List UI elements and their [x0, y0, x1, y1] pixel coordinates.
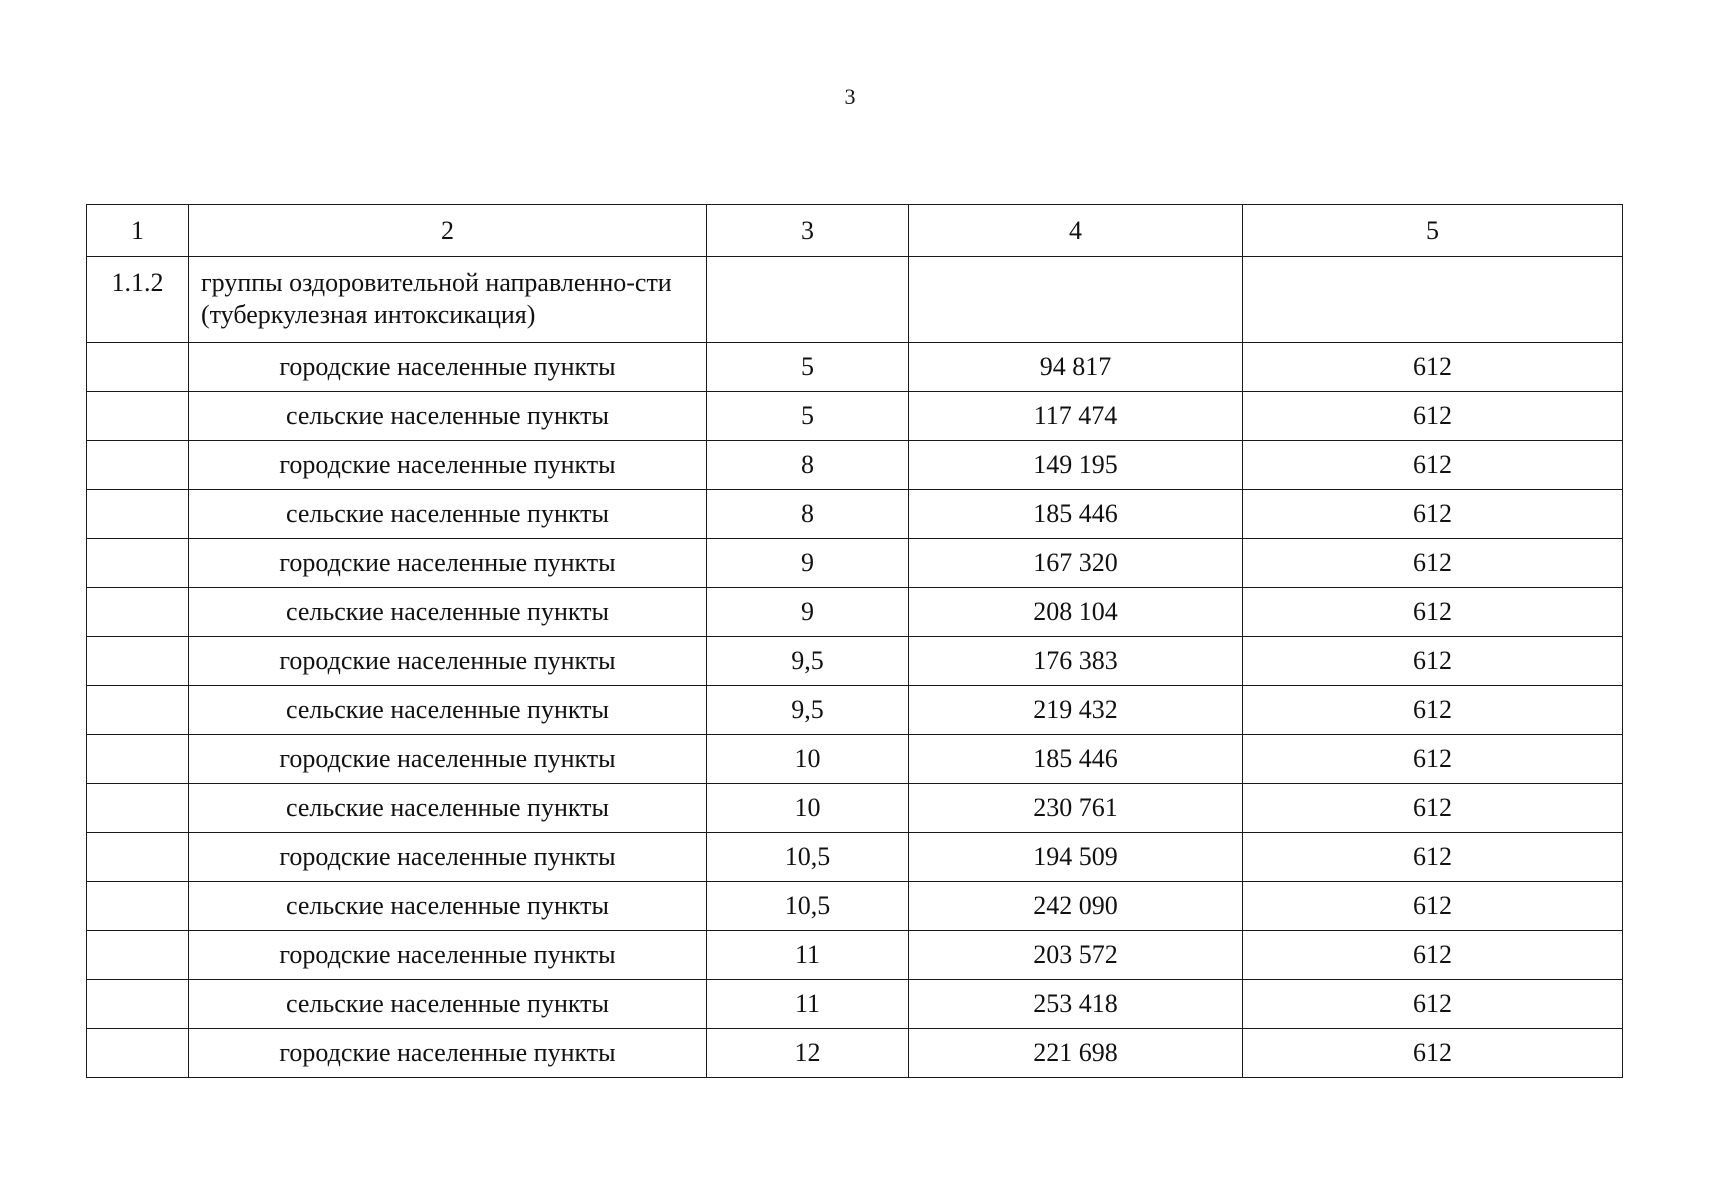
settlement-type-cell: сельские населенные пункты	[189, 882, 707, 931]
value-col5-cell: 612	[1243, 784, 1623, 833]
row-number-cell	[87, 392, 189, 441]
value-col4-cell: 242 090	[909, 882, 1243, 931]
data-table	[86, 204, 1623, 1078]
table-row	[87, 833, 1623, 882]
value-col5-cell: 612	[1243, 441, 1623, 490]
column-header-5: 5	[1243, 205, 1623, 257]
value-col3-cell: 10	[707, 784, 909, 833]
value-col4-cell: 194 509	[909, 833, 1243, 882]
table-row	[87, 784, 1623, 833]
column-header-4: 4	[909, 205, 1243, 257]
column-header-1: 1	[87, 205, 189, 257]
value-col3-cell: 9	[707, 588, 909, 637]
row-number-cell	[87, 882, 189, 931]
value-col5-cell: 612	[1243, 882, 1623, 931]
value-col3-cell: 9,5	[707, 637, 909, 686]
value-col5-cell: 612	[1243, 490, 1623, 539]
value-col3-cell: 9,5	[707, 686, 909, 735]
settlement-type-cell: сельские населенные пункты	[189, 784, 707, 833]
table-row	[87, 441, 1623, 490]
settlement-type-cell: сельские населенные пункты	[189, 588, 707, 637]
section-row	[87, 257, 1623, 343]
table-row	[87, 882, 1623, 931]
settlement-type-cell: городские населенные пункты	[189, 441, 707, 490]
value-col3-cell: 8	[707, 441, 909, 490]
settlement-type-cell: городские населенные пункты	[189, 1029, 707, 1078]
column-number-row	[87, 205, 1623, 257]
value-col3-cell: 10,5	[707, 882, 909, 931]
value-col5-cell: 612	[1243, 1029, 1623, 1078]
table-row	[87, 490, 1623, 539]
value-col5-cell: 612	[1243, 343, 1623, 392]
row-number-cell	[87, 784, 189, 833]
value-col4-cell: 167 320	[909, 539, 1243, 588]
settlement-type-cell: городские населенные пункты	[189, 637, 707, 686]
section-title: группы оздоровительной направленно-сти (туберкулезная интоксикация)	[189, 257, 707, 343]
value-col5-cell: 612	[1243, 539, 1623, 588]
row-number-cell	[87, 588, 189, 637]
table-row	[87, 686, 1623, 735]
row-number-cell	[87, 1029, 189, 1078]
settlement-type-cell: городские населенные пункты	[189, 539, 707, 588]
settlement-type-cell: городские населенные пункты	[189, 735, 707, 784]
value-col5-cell: 612	[1243, 588, 1623, 637]
row-number-cell	[87, 637, 189, 686]
table-row	[87, 735, 1623, 784]
column-header-3: 3	[707, 205, 909, 257]
row-number-cell	[87, 931, 189, 980]
value-col4-cell: 203 572	[909, 931, 1243, 980]
row-number-cell	[87, 686, 189, 735]
value-col3-cell: 11	[707, 931, 909, 980]
section-code: 1.1.2	[87, 257, 189, 343]
value-col3-cell: 9	[707, 539, 909, 588]
row-number-cell	[87, 539, 189, 588]
value-col4-cell: 219 432	[909, 686, 1243, 735]
table-row	[87, 343, 1623, 392]
value-col4-cell: 253 418	[909, 980, 1243, 1029]
table-row	[87, 637, 1623, 686]
section-empty-cell	[707, 257, 909, 343]
value-col5-cell: 612	[1243, 980, 1623, 1029]
value-col4-cell: 221 698	[909, 1029, 1243, 1078]
table-row	[87, 980, 1623, 1029]
settlement-type-cell: городские населенные пункты	[189, 931, 707, 980]
value-col3-cell: 5	[707, 392, 909, 441]
value-col5-cell: 612	[1243, 392, 1623, 441]
value-col5-cell: 612	[1243, 931, 1623, 980]
value-col3-cell: 5	[707, 343, 909, 392]
settlement-type-cell: сельские населенные пункты	[189, 392, 707, 441]
page-number: 3	[844, 84, 856, 109]
value-col4-cell: 176 383	[909, 637, 1243, 686]
settlement-type-cell: сельские населенные пункты	[189, 980, 707, 1029]
table-row	[87, 588, 1623, 637]
row-number-cell	[87, 343, 189, 392]
settlement-type-cell: городские населенные пункты	[189, 343, 707, 392]
table-body	[87, 205, 1623, 1078]
section-empty-cell	[909, 257, 1243, 343]
value-col4-cell: 230 761	[909, 784, 1243, 833]
row-number-cell	[87, 980, 189, 1029]
value-col5-cell: 612	[1243, 637, 1623, 686]
value-col4-cell: 94 817	[909, 343, 1243, 392]
value-col4-cell: 117 474	[909, 392, 1243, 441]
value-col3-cell: 11	[707, 980, 909, 1029]
value-col4-cell: 208 104	[909, 588, 1243, 637]
table-row	[87, 1029, 1623, 1078]
settlement-type-cell: сельские населенные пункты	[189, 686, 707, 735]
value-col4-cell: 185 446	[909, 735, 1243, 784]
value-col3-cell: 12	[707, 1029, 909, 1078]
value-col4-cell: 149 195	[909, 441, 1243, 490]
value-col4-cell: 185 446	[909, 490, 1243, 539]
value-col3-cell: 10	[707, 735, 909, 784]
value-col5-cell: 612	[1243, 833, 1623, 882]
value-col5-cell: 612	[1243, 735, 1623, 784]
table-row	[87, 931, 1623, 980]
row-number-cell	[87, 735, 189, 784]
row-number-cell	[87, 490, 189, 539]
value-col3-cell: 8	[707, 490, 909, 539]
table-row	[87, 539, 1623, 588]
settlement-type-cell: сельские населенные пункты	[189, 490, 707, 539]
table-row	[87, 392, 1623, 441]
row-number-cell	[87, 441, 189, 490]
settlement-type-cell: городские населенные пункты	[189, 833, 707, 882]
value-col3-cell: 10,5	[707, 833, 909, 882]
column-header-2: 2	[189, 205, 707, 257]
row-number-cell	[87, 833, 189, 882]
value-col5-cell: 612	[1243, 686, 1623, 735]
section-empty-cell	[1243, 257, 1623, 343]
